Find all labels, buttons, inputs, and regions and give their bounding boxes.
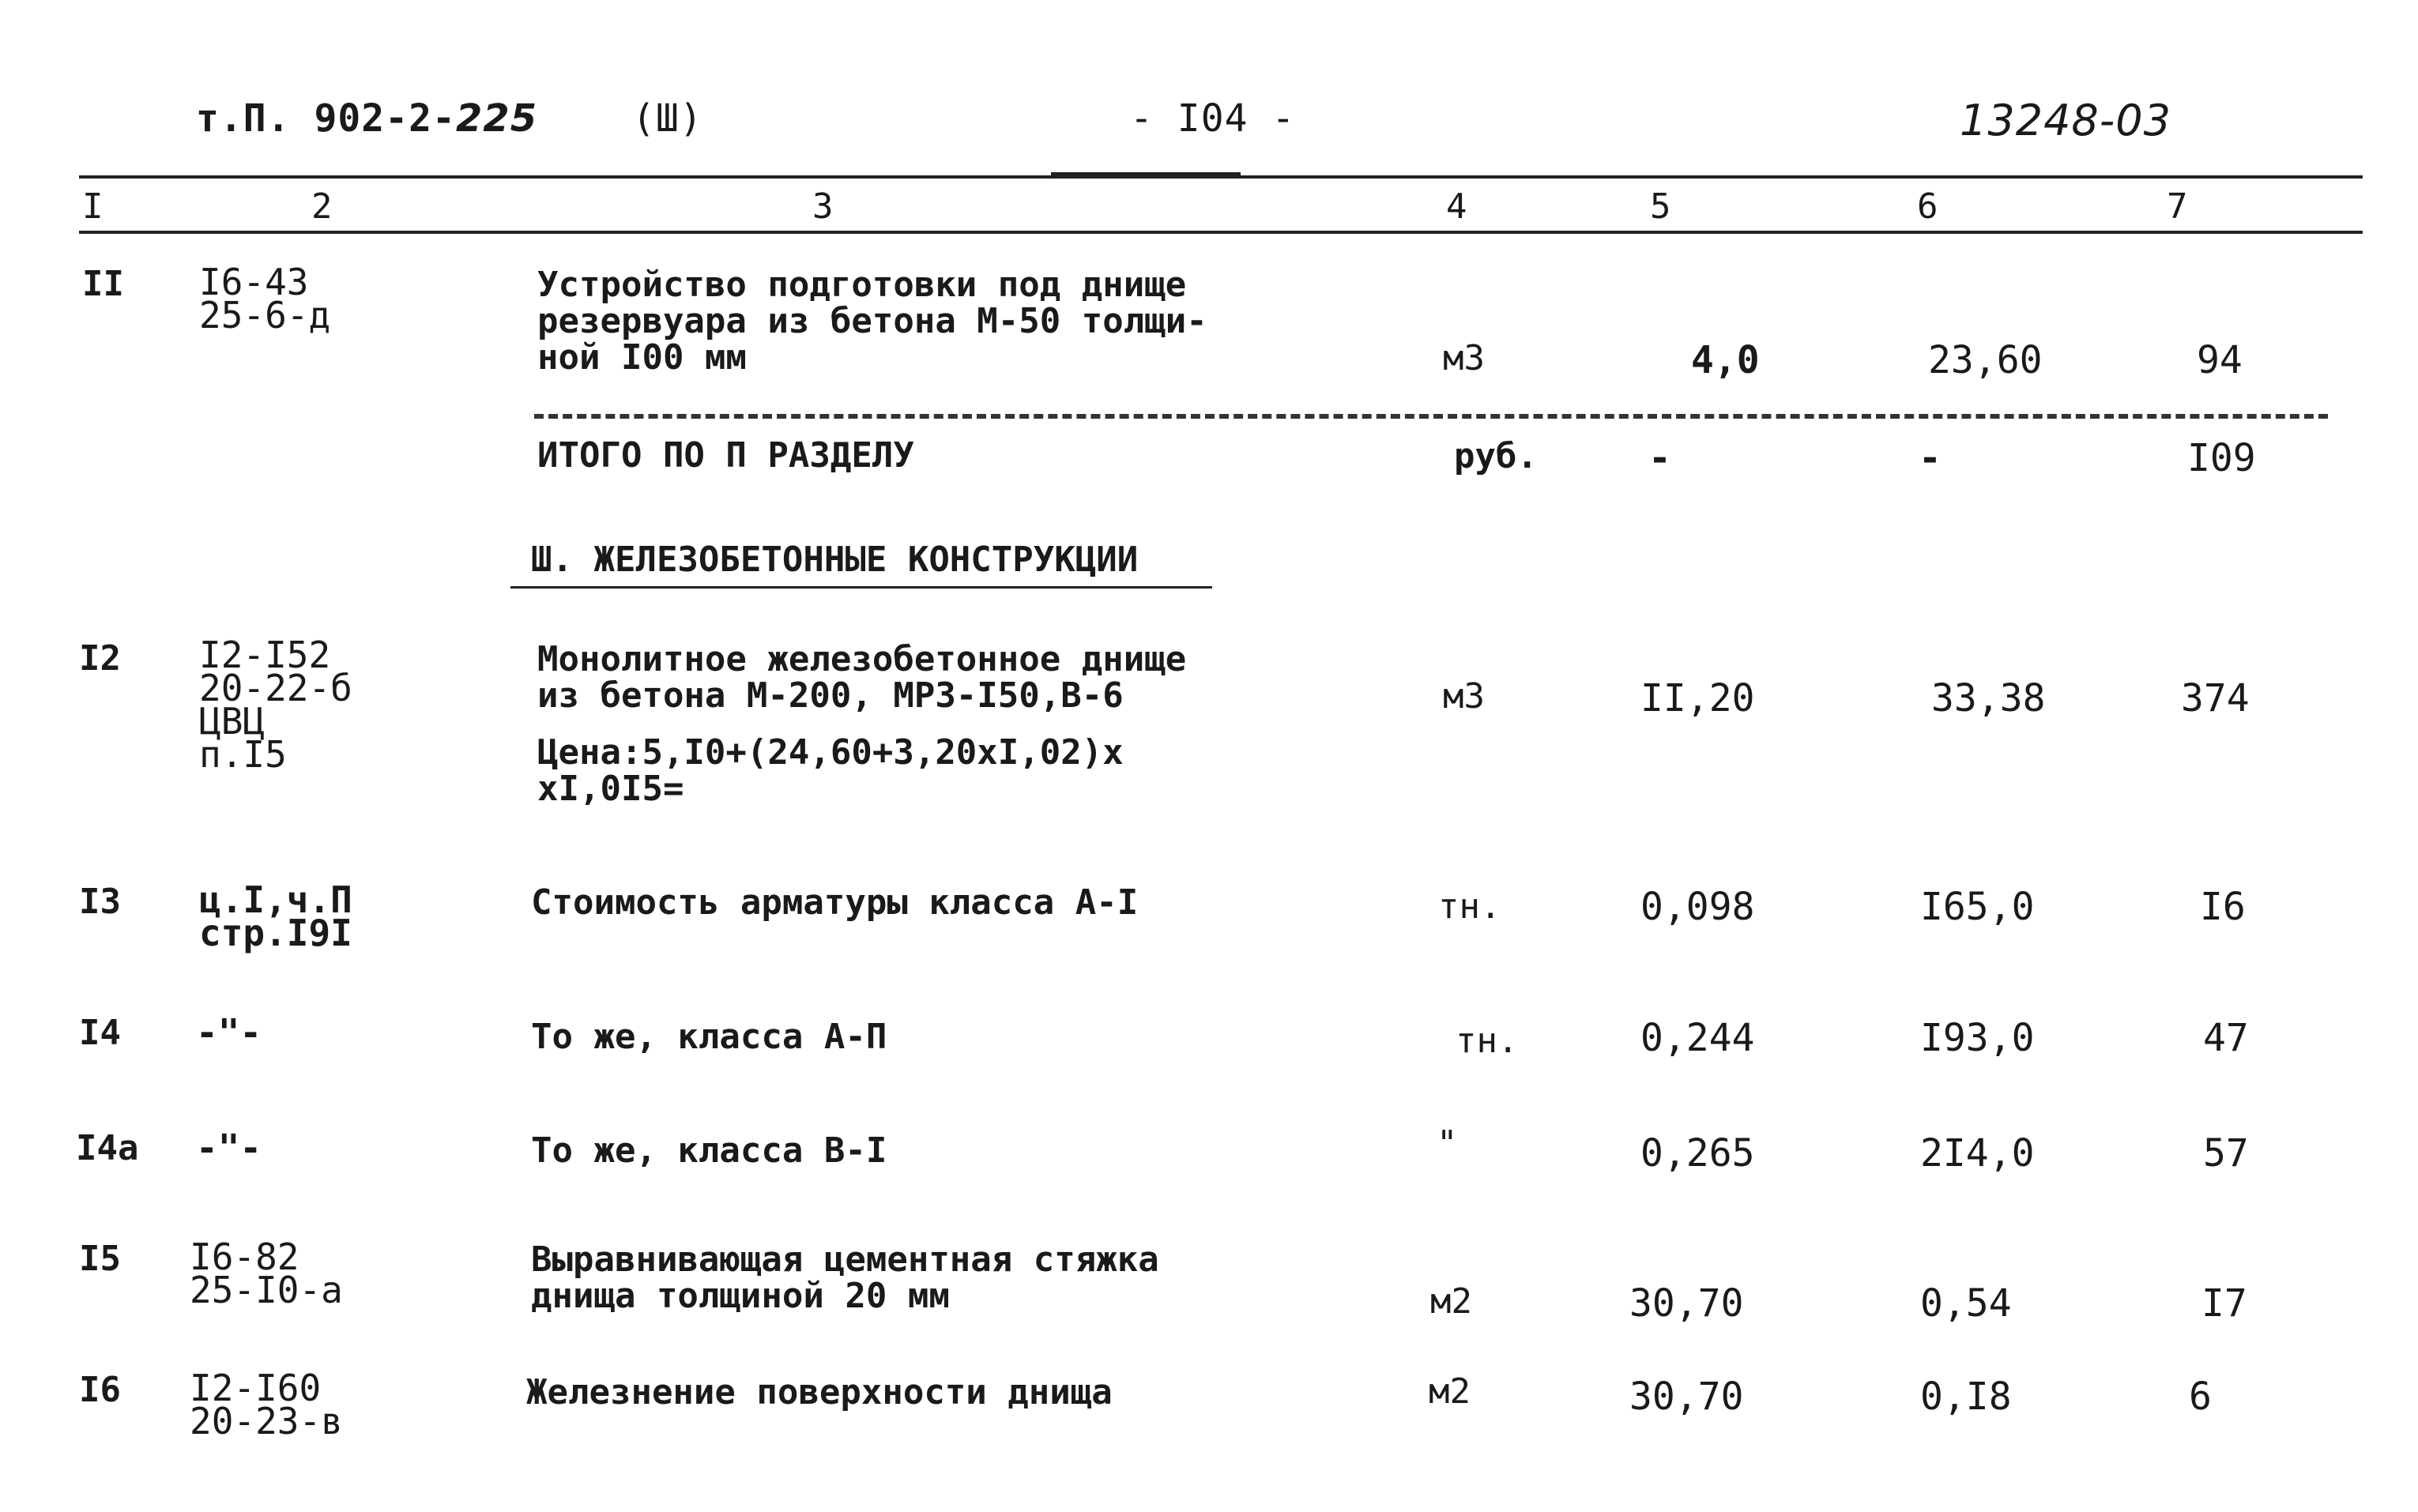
row-quantity: 4,0 [1691,338,1760,382]
col-3-header: 3 [812,186,834,227]
row-code: I6-43 25-6-д [199,261,331,337]
subtotal-quantity: - [1648,436,1671,480]
row-no: I5 [79,1239,121,1279]
row-quantity: II,20 [1640,676,1755,720]
row-total: 6 [2189,1375,2212,1419]
section-heading-underline [510,586,1212,589]
col-4-header: 4 [1446,186,1467,227]
row-price: I93,0 [1920,1016,2035,1060]
row-code: -"- [196,1126,262,1169]
project-code-handwritten: 225 [455,96,538,141]
section-heading: Ш. ЖЕЛЕЗОБЕТОННЫЕ КОНСТРУКЦИИ [531,540,1139,580]
document-number: 13248-03 [1960,96,2171,145]
row-no: I3 [79,882,121,922]
row-total: 374 [2181,676,2250,720]
subtotal-unit: руб. [1454,436,1538,476]
row-description: То же, класса В-I [531,1130,887,1171]
subtotal-price: - [1919,436,1942,480]
col-5-header: 5 [1650,186,1671,227]
project-code-printed: т.П. 902-2- [196,96,456,141]
row-price-formula: Цена:5,I0+(24,60+3,20хI,02)х хI,0I5= [537,732,1124,809]
header-rule [79,231,2363,234]
row-price: 0,54 [1920,1281,2012,1326]
col-1-header: I [82,186,104,227]
row-unit: " [1437,1123,1458,1164]
row-quantity: 0,244 [1640,1016,1755,1060]
row-code: ц.I,ч.П стр.I9I [199,878,352,954]
subtotal-total: I09 [2187,436,2256,480]
row-total: 57 [2203,1131,2249,1175]
row-code: I2-I60 20-23-в [190,1367,343,1442]
row-description: Выравнивающая цементная стяжка днища толщиной 20 мм [531,1239,1159,1316]
subtotal-label: ИТОГО ПО П РАЗДЕЛУ [537,435,914,476]
row-quantity: 0,265 [1640,1131,1755,1175]
row-unit: м2 [1430,1281,1472,1322]
page-number: - I04 - [1130,96,1296,141]
row-price: 33,38 [1931,676,2046,720]
row-total: I7 [2201,1281,2247,1326]
row-total: I6 [2200,885,2246,929]
col-7-header: 7 [2167,186,2188,227]
part-label: (Ш) [632,96,703,141]
row-price: I65,0 [1920,885,2035,929]
row-unit: м2 [1429,1371,1471,1412]
row-quantity: 30,70 [1629,1281,1744,1326]
row-quantity: 0,098 [1640,885,1755,929]
row-unit: м3 [1443,338,1485,378]
row-no: I2 [79,638,121,679]
row-unit: тн. [1456,1021,1519,1061]
row-total: 94 [2197,338,2243,382]
row-description: То же, класса А-П [531,1017,887,1057]
row-no: II [82,264,124,304]
row-code: I2-I52 20-22-б ЦВЦ п.I5 [199,634,352,776]
row-no: I4 [79,1013,121,1053]
row-description: Железнение поверхности днища [526,1372,1113,1412]
top-rule-thick [1051,172,1241,177]
project-code [196,96,538,141]
row-price: 23,60 [1928,338,2043,382]
row-code: -"- [196,1011,262,1054]
col-6-header: 6 [1917,186,1938,227]
row-description: Устройство подготовки под днище резервуара из бетона М-50 толщи- ной I00 мм [537,265,1207,378]
row-code: I6-82 25-I0-а [190,1236,343,1311]
row-description: Монолитное железобетонное днище из бетона М-200, МРЗ-I50,В-6 [537,639,1187,716]
row-price: 2I4,0 [1920,1131,2035,1175]
row-quantity: 30,70 [1629,1375,1744,1419]
subtotal-separator [534,414,2328,419]
row-no: I6 [79,1370,121,1410]
row-unit: м3 [1443,676,1485,717]
col-2-header: 2 [311,186,333,227]
row-price: 0,I8 [1920,1375,2012,1419]
row-total: 47 [2203,1016,2249,1060]
row-unit: тн. [1438,886,1501,927]
row-description: Стоимость арматуры класса А-I [531,882,1139,923]
row-no: I4а [76,1128,139,1168]
